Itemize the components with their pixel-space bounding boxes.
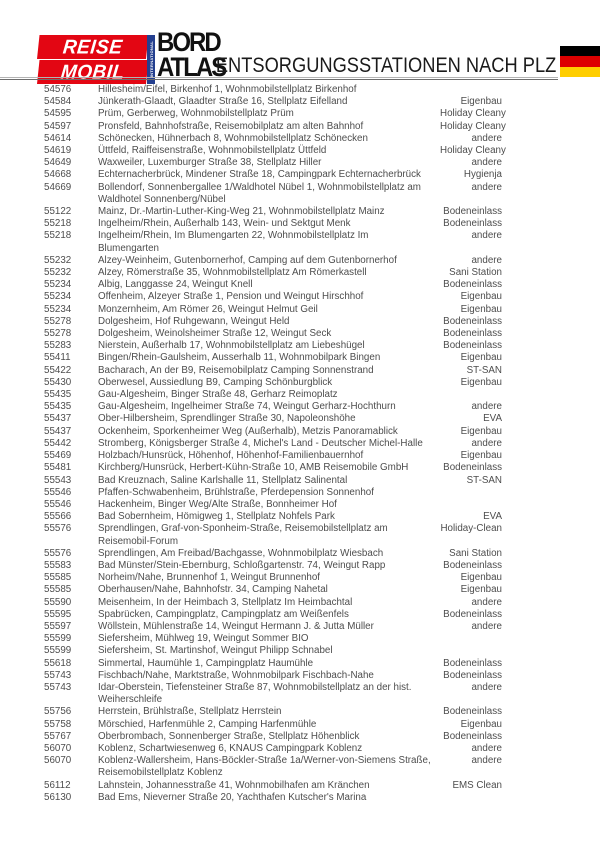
description-cell [98,389,440,401]
table-row [0,560,600,572]
table-row [0,731,600,743]
description-line: Kirchberg/Hunsrück, Herbert-Kühn-Straße 10, AMB Reisemobile GmbH [98,462,409,474]
plz-cell: 54597 [44,120,72,132]
description-line: Holzbach/Hunsrück, Höhenhof, Höhenhof-Familienbauernhof [98,450,364,462]
table-row [0,621,600,633]
table-row [0,426,600,438]
table-row [0,719,600,731]
table-row [0,169,600,181]
description-cell [98,560,440,572]
table-row [0,462,600,474]
plz-cell: 55234 [44,279,72,291]
description-line: Oberwesel, Aussiedlung B9, Camping Schönburgblick [98,376,333,388]
description-line: Ingelheim/Rhein, Außerhalb 143, Wein- und Sektgut Menk [98,218,351,230]
table-row [0,523,600,547]
description-line: Oberbrombach, Sonnenberger Straße, Stellplatz Höhenblick [98,730,360,742]
plz-cell: 56130 [44,791,72,803]
description-cell [98,401,440,413]
description-cell [98,475,440,487]
description-cell [98,413,440,425]
plz-cell: 55122 [44,206,72,218]
description-line: Üttfeld, Raiffeisenstraße, Wohnmobilstellplatz Üttfeld [98,145,327,157]
type-cell: Holiday Cleany [440,145,506,157]
plz-cell: 55278 [44,315,72,327]
plz-cell: 55437 [44,425,72,437]
description-cell [98,145,440,157]
description-cell [98,316,440,328]
description-cell [98,462,440,474]
description-line: Jünkerath-Glaadt, Glaadter Straße 16, Stellplatz Eifelland [98,96,348,108]
plz-cell: 55283 [44,340,72,352]
type-cell: Eigenbau [460,572,502,584]
description-cell [98,108,440,120]
description-cell [98,780,440,792]
description-cell [98,499,440,511]
description-cell [98,731,440,743]
table-row [0,108,600,120]
description-cell [98,157,440,169]
table-row [0,365,600,377]
type-cell: Sani Station [449,267,502,279]
type-cell: Holiday Cleany [440,120,506,132]
type-cell: Bodeneinlass [443,340,502,352]
plz-cell: 55590 [44,596,72,608]
table-row [0,255,600,267]
plz-cell: 55599 [44,645,72,657]
type-cell: Eigenbau [460,425,502,437]
plz-cell: 55435 [44,389,72,401]
table-row [0,511,600,523]
table-row [0,182,600,206]
table-row [0,206,600,218]
table-row [0,633,600,645]
table-row [0,133,600,145]
type-cell: Bodeneinlass [443,669,502,681]
description-line: Meisenheim, In der Heimbach 3, Stellplatz Im Heimbachtal [98,596,353,608]
type-cell: Holiday-Clean [440,523,502,535]
type-cell: Bodeneinlass [443,328,502,340]
description-line: Idar-Oberstein, Tiefensteiner Straße 87, Wohnmobilstellplatz an der hist. [98,681,412,693]
type-cell: andere [471,157,502,169]
description-line: Gau-Algesheim, Ingelheimer Straße 74, Weingut Gerharz-Hochthurn [98,401,396,413]
plz-cell: 55546 [44,498,72,510]
type-cell: Bodeneinlass [443,657,502,669]
description-line: Weiherschleife [98,694,163,706]
plz-cell: 54576 [44,84,72,95]
description-line: Bacharach, An der B9, Reisemobilplatz Camping Sonnenstrand [98,364,374,376]
table-row [0,499,600,511]
description-cell [98,670,440,682]
description-line: Spabrücken, Campingplatz, Campingplatz am Weißenfels [98,608,349,620]
description-line: Mörschied, Harfenmühle 2, Camping Harfenmühle [98,718,317,730]
type-cell: Bodeneinlass [443,218,502,230]
plz-cell: 55430 [44,376,72,388]
type-cell: andere [471,620,502,632]
plz-cell: 54669 [44,181,72,193]
description-cell [98,206,440,218]
description-cell [98,352,440,364]
description-line: Koblenz, Schartwiesenweg 6, KNAUS Campingpark Koblenz [98,742,363,754]
description-cell [98,645,440,657]
description-line: Ingelheim/Rhein, Im Blumengarten 22, Wohnmobilstellplatz Im [98,230,369,242]
type-cell: Sani Station [449,547,502,559]
type-cell: Bodeneinlass [443,559,502,571]
description-line: Blumengarten [98,242,159,254]
table-row [0,121,600,133]
type-cell: Eigenbau [460,352,502,364]
plz-cell: 55543 [44,474,72,486]
type-cell: ST-SAN [466,364,502,376]
type-cell: Eigenbau [460,718,502,730]
description-cell [98,255,440,267]
plz-cell: 55595 [44,608,72,620]
table-row [0,475,600,487]
description-cell [98,682,440,706]
description-line: Hackenheim, Binger Weg/Alte Straße, Bonnheimer Hof [98,498,337,510]
reisemobil-logo-line2: MOBIL [59,60,126,84]
description-line: Waxweiler, Luxemburger Straße 38, Stellplatz Hiller [98,157,322,169]
description-line: Oberhausen/Nahe, Bahnhofstr. 34, Camping Nahetal [98,584,328,596]
description-line: Norheim/Nahe, Brunnenhof 1, Weingut Brunnenhof [98,572,321,584]
type-cell: andere [471,596,502,608]
table-row [0,267,600,279]
plz-cell: 54619 [44,145,72,157]
plz-cell: 55576 [44,547,72,559]
description-cell [98,487,440,499]
description-cell [98,584,440,596]
table-row [0,145,600,157]
description-cell [98,548,440,560]
bordatlas-logo-line1: BORD [157,27,220,58]
type-cell: EVA [483,511,502,523]
plz-cell: 55756 [44,706,72,718]
description-line: Sprendlingen, Graf-von-Sponheim-Straße, Reisemobilstellplatz am [98,523,388,535]
table-row [0,792,600,804]
table-row [0,658,600,670]
plz-cell: 54614 [44,132,72,144]
table-row [0,755,600,779]
description-cell [98,597,440,609]
plz-cell: 56112 [44,779,71,791]
reisemobil-logo-line1: REISE [61,35,124,59]
type-cell: Bodeneinlass [443,315,502,327]
plz-cell: 55599 [44,633,72,645]
plz-cell: 55411 [44,352,71,364]
type-cell: Eigenbau [460,584,502,596]
type-cell: andere [471,755,502,767]
table-row [0,572,600,584]
description-line: Bollendorf, Sonnenbergallee 1/Waldhotel Nübel 1, Wohnmobilstellplatz am [98,181,421,193]
reisemobil-international-label: INTERNATIONAL [148,41,154,78]
plz-cell: 55583 [44,559,72,571]
table-row [0,316,600,328]
description-cell [98,328,440,340]
type-cell: Bodeneinlass [443,279,502,291]
description-line: Dolgesheim, Hof Ruhgewann, Weingut Held [98,315,290,327]
description-cell [98,84,440,96]
description-line: Schönecken, Hühnerbach 8, Wohnmobilstellplatz Schönecken [98,132,368,144]
description-cell [98,291,440,303]
type-cell: andere [471,437,502,449]
type-cell: Eigenbau [460,291,502,303]
table-row [0,352,600,364]
description-cell [98,96,440,108]
type-cell: andere [471,181,502,193]
plz-cell: 55422 [44,364,72,376]
plz-cell: 55585 [44,572,72,584]
description-line: Siefersheim, St. Martinshof, Weingut Philipp Schnabel [98,645,333,657]
description-line: Bad Münster/Stein-Ebernburg, Schloßgartenstr. 74, Weingut Rapp [98,559,386,571]
description-cell [98,377,440,389]
type-cell: Bodeneinlass [443,206,502,218]
description-cell [98,230,440,254]
description-line: Offenheim, Alzeyer Straße 1, Pension und Weingut Hirschhof [98,291,364,303]
table-row [0,438,600,450]
german-flag-icon [560,46,600,77]
plz-cell: 55758 [44,718,72,730]
description-cell [98,304,440,316]
plz-cell: 55232 [44,267,72,279]
plz-cell: 55481 [44,462,72,474]
description-line: Fischbach/Nahe, Marktstraße, Wohnmobilpark Fischbach-Nahe [98,669,374,681]
description-cell [98,426,440,438]
description-cell [98,438,440,450]
type-cell: Bodeneinlass [443,608,502,620]
description-cell [98,755,440,779]
description-cell [98,609,440,621]
description-line: Simmertal, Haumühle 1, Campingplatz Haumühle [98,657,314,669]
description-cell [98,279,440,291]
description-line: Koblenz-Wallersheim, Hans-Böckler-Straße 1a/Werner-von-Siemens Straße, [98,755,431,767]
table-row [0,670,600,682]
description-cell [98,743,440,755]
plz-cell: 55278 [44,328,72,340]
type-cell: Hygienja [463,169,502,181]
table-row [0,743,600,755]
description-line: Bad Sobernheim, Hömigweg 1, Stellplatz Nohfels Park [98,511,335,523]
type-cell: Eigenbau [460,303,502,315]
description-cell [98,706,440,718]
type-cell: EVA [483,413,502,425]
description-cell [98,169,440,181]
description-cell [98,658,440,670]
table-row [0,413,600,425]
description-line: Pfaffen-Schwabenheim, Brühlstraße, Pferdepension Sonnenhof [98,486,374,498]
description-cell [98,133,440,145]
description-cell [98,121,440,133]
reisemobil-logo-bottom [37,60,149,84]
plz-cell: 55234 [44,303,72,315]
description-cell [98,511,440,523]
description-cell [98,365,440,377]
type-cell: Bodeneinlass [443,730,502,742]
type-cell: andere [471,254,502,266]
plz-cell: 55743 [44,681,72,693]
table-row [0,450,600,462]
type-cell: andere [471,401,502,413]
description-line: Mainz, Dr.-Martin-Luther-King-Weg 21, Wohnmobilstellplatz Mainz [98,206,385,218]
table-row [0,780,600,792]
description-cell [98,182,440,206]
type-cell: Holiday Cleany [440,108,506,120]
description-line: Ockenheim, Sporkenheimer Weg (Außerhalb), Metzis Panoramablick [98,425,398,437]
description-line: Reisemobilstellplatz Koblenz [98,767,223,779]
plz-cell: 55234 [44,291,72,303]
description-line: Bingen/Rhein-Gaulsheim, Ausserhalb 11, Wohnmobilpark Bingen [98,352,381,364]
table-row [0,377,600,389]
description-cell [98,621,440,633]
description-line: Nierstein, Außerhalb 17, Wohnmobilstellplatz am Liebeshügel [98,340,365,352]
header-divider [0,77,558,80]
table-row [0,389,600,401]
description-line: Alzey-Weinheim, Gutenbornerhof, Camping auf dem Gutenbornerhof [98,254,397,266]
page-title: ENTSORGUNGSSTATIONEN NACH PLZ [215,54,556,77]
table-row [0,328,600,340]
description-line: Dolgesheim, Weinolsheimer Straße 12, Weingut Seck [98,328,332,340]
flag-stripe-gold [560,67,600,77]
table-row [0,645,600,657]
plz-cell: 54649 [44,157,72,169]
plz-table [0,84,600,804]
description-line: Prüm, Gerberweg, Wohnmobilstellplatz Prüm [98,108,294,120]
table-row [0,157,600,169]
type-cell: ST-SAN [466,474,502,486]
description-cell [98,572,440,584]
description-line: Stromberg, Königsberger Straße 4, Michel's Land - Deutscher Michel-Halle [98,437,423,449]
table-row [0,84,600,96]
description-line: Gau-Algesheim, Binger Straße 48, Gerharz Reimoplatz [98,389,338,401]
plz-cell: 55743 [44,669,72,681]
description-line: Hillesheim/Eifel, Birkenhof 1, Wohnmobilstellplatz Birkenhof [98,84,357,95]
table-row [0,96,600,108]
plz-cell: 55597 [44,620,72,632]
description-cell [98,633,440,645]
description-cell [98,792,440,804]
plz-cell: 56070 [44,755,72,767]
description-line: Bad Kreuznach, Saline Karlshalle 11, Stellplatz Salinental [98,474,348,486]
description-line: Echternacherbrück, Mindener Straße 18, Campingpark Echternacherbrück [98,169,421,181]
type-cell: EMS Clean [452,779,502,791]
plz-cell: 55767 [44,730,72,742]
table-row [0,548,600,560]
table-row [0,279,600,291]
table-row [0,609,600,621]
plz-cell: 55218 [44,230,72,242]
table-row [0,304,600,316]
description-line: Herrstein, Brühlstraße, Stellplatz Herrstein [98,706,282,718]
table-row [0,230,600,254]
description-line: Wöllstein, Mühlenstraße 14, Weingut Hermann J. & Jutta Müller [98,620,374,632]
type-cell: andere [471,132,502,144]
plz-cell: 55442 [44,437,72,449]
plz-cell: 55469 [44,450,72,462]
description-cell [98,523,440,547]
table-row [0,218,600,230]
flag-stripe-red [560,56,600,66]
plz-cell: 55218 [44,218,72,230]
bordatlas-logo-line2: ATLAS [157,52,226,83]
table-row [0,401,600,413]
description-line: Siefersheim, Mühlweg 19, Weingut Sommer BIO [98,633,309,645]
plz-cell: 55566 [44,511,72,523]
description-cell [98,450,440,462]
table-row [0,291,600,303]
description-line: Sprendlingen, Am Freibad/Bachgasse, Wohnmobilplatz Wiesbach [98,547,384,559]
type-cell: andere [471,230,502,242]
type-cell: Bodeneinlass [443,462,502,474]
description-line: Reisemobil-Forum [98,535,179,547]
table-row [0,487,600,499]
plz-cell: 55437 [44,413,72,425]
plz-cell: 55435 [44,401,72,413]
description-line: Alzey, Römerstraße 35, Wohnmobilstellplatz Am Römerkastell [98,267,367,279]
type-cell: andere [471,742,502,754]
table-row [0,597,600,609]
description-line: Pronsfeld, Bahnhofstraße, Reisemobilplatz am alten Bahnhof [98,120,364,132]
description-line: Waldhotel Sonnenberg/Nübel [98,193,226,205]
plz-cell: 55546 [44,486,72,498]
type-cell: Eigenbau [460,376,502,388]
table-row [0,682,600,706]
plz-cell: 54668 [44,169,72,181]
plz-cell: 55618 [44,657,72,669]
description-cell [98,267,440,279]
type-cell: Eigenbau [460,96,502,108]
plz-cell: 55585 [44,584,72,596]
type-cell: Eigenbau [460,450,502,462]
description-line: Monzernheim, Am Römer 26, Weingut Helmut Geil [98,303,318,315]
description-line: Lahnstein, Johannesstraße 41, Wohnmobilhafen am Kränchen [98,779,370,791]
reisemobil-logo-top [37,35,149,59]
plz-cell: 55232 [44,254,72,266]
description-line: Bad Ems, Nieverner Straße 20, Yachthafen Kutscher's Marina [98,791,367,803]
type-cell: andere [471,681,502,693]
table-row [0,340,600,352]
plz-cell: 54584 [44,96,72,108]
description-line: Albig, Langgasse 24, Weingut Knell [98,279,253,291]
type-cell: Bodeneinlass [443,706,502,718]
table-row [0,706,600,718]
plz-cell: 55576 [44,523,72,535]
description-cell [98,340,440,352]
description-cell [98,218,440,230]
description-cell [98,719,440,731]
table-row [0,584,600,596]
plz-cell: 56070 [44,742,72,754]
description-line: Ober-Hilbersheim, Sprendlinger Straße 30, Napoleonshöhe [98,413,356,425]
flag-stripe-black [560,46,600,56]
plz-cell: 54595 [44,108,72,120]
